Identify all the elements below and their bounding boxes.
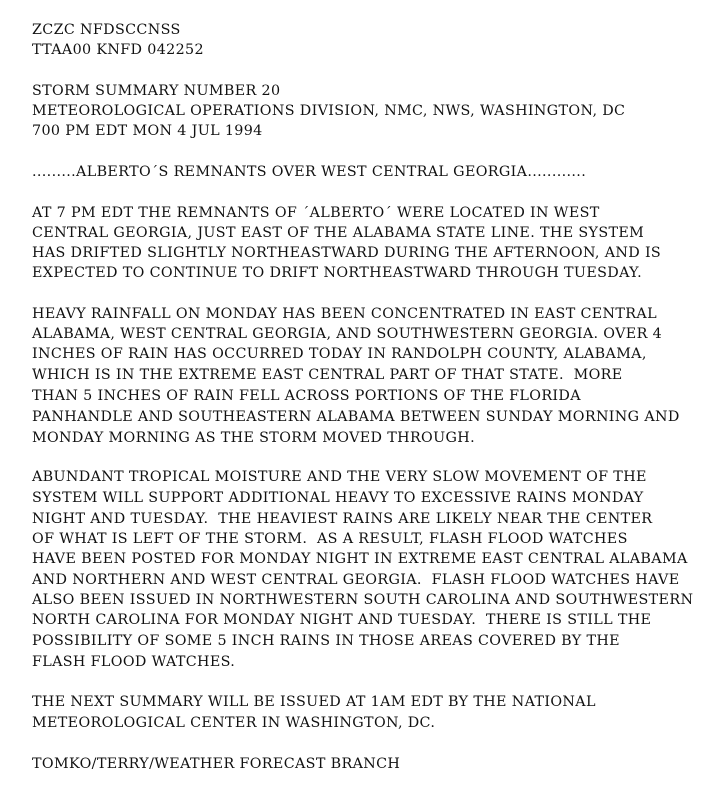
paragraph-1-line-2: CENTRAL GEORGIA, JUST EAST OF THE ALABAMA STATE LINE. THE SYSTEM [32,225,645,241]
paragraph-3-line-5: HAVE BEEN POSTED FOR MONDAY NIGHT IN EXTREME EAST CENTRAL ALABAMA [32,551,688,567]
paragraph-2-line-6: PANHANDLE AND SOUTHEASTERN ALABAMA BETWEEN SUNDAY MORNING AND [32,409,680,425]
paragraph-1-line-3: HAS DRIFTED SLIGHTLY NORTHEASTWARD DURING THE AFTERNOON, AND IS [32,245,662,261]
paragraph-4-line-2: METEOROLOGICAL CENTER IN WASHINGTON, DC. [32,715,436,731]
issuing-office: METEOROLOGICAL OPERATIONS DIVISION, NMC, NWS, WASHINGTON, DC [32,103,626,119]
paragraph-2-line-2: ALABAMA, WEST CENTRAL GEORGIA, AND SOUTHWESTERN GEORGIA. OVER 4 [32,326,663,342]
paragraph-3-line-6: AND NORTHERN AND WEST CENTRAL GEORGIA. FLASH FLOOD WATCHES HAVE [32,572,680,588]
paragraph-3-line-8: NORTH CAROLINA FOR MONDAY NIGHT AND TUESDAY. THERE IS STILL THE [32,612,652,628]
paragraph-3-line-2: SYSTEM WILL SUPPORT ADDITIONAL HEAVY TO EXCESSIVE RAINS MONDAY [32,490,644,506]
paragraph-4-line-1: THE NEXT SUMMARY WILL BE ISSUED AT 1AM EDT BY THE NATIONAL [32,694,596,710]
header-line-2: TTAA00 KNFD 042252 [32,42,204,58]
paragraph-2-line-5: THAN 5 INCHES OF RAIN FELL ACROSS PORTIONS OF THE FLORIDA [32,388,581,404]
summary-title: STORM SUMMARY NUMBER 20 [32,83,281,99]
paragraph-3-line-7: ALSO BEEN ISSUED IN NORTHWESTERN SOUTH CAROLINA AND SOUTHWESTERN [32,592,694,608]
paragraph-3-line-3: NIGHT AND TUESDAY. THE HEAVIEST RAINS ARE LIKELY NEAR THE CENTER [32,511,653,527]
paragraph-3-line-10: FLASH FLOOD WATCHES. [32,654,236,670]
header-line-1: ZCZC NFDSCCNSS [32,22,181,38]
paragraph-1-line-1: AT 7 PM EDT THE REMNANTS OF ´ALBERTO´ WERE LOCATED IN WEST [32,205,600,221]
headline: .........ALBERTO´S REMNANTS OVER WEST CENTRAL GEORGIA............ [32,164,587,180]
paragraph-2-line-3: INCHES OF RAIN HAS OCCURRED TODAY IN RANDOLPH COUNTY, ALABAMA, [32,346,647,362]
paragraph-2-line-7: MONDAY MORNING AS THE STORM MOVED THROUGH. [32,430,476,446]
paragraph-2-line-4: WHICH IS IN THE EXTREME EAST CENTRAL PART OF THAT STATE. MORE [32,367,623,383]
paragraph-3-line-1: ABUNDANT TROPICAL MOISTURE AND THE VERY SLOW MOVEMENT OF THE [32,469,647,485]
paragraph-2-line-1: HEAVY RAINFALL ON MONDAY HAS BEEN CONCENTRATED IN EAST CENTRAL [32,306,657,322]
issue-time: 700 PM EDT MON 4 JUL 1994 [32,123,263,139]
paragraph-3-line-4: OF WHAT IS LEFT OF THE STORM. AS A RESULT, FLASH FLOOD WATCHES [32,531,628,547]
paragraph-1-line-4: EXPECTED TO CONTINUE TO DRIFT NORTHEASTWARD THROUGH TUESDAY. [32,265,643,281]
paragraph-3-line-9: POSSIBILITY OF SOME 5 INCH RAINS IN THOSE AREAS COVERED BY THE [32,633,620,649]
signature: TOMKO/TERRY/WEATHER FORECAST BRANCH [32,756,401,772]
